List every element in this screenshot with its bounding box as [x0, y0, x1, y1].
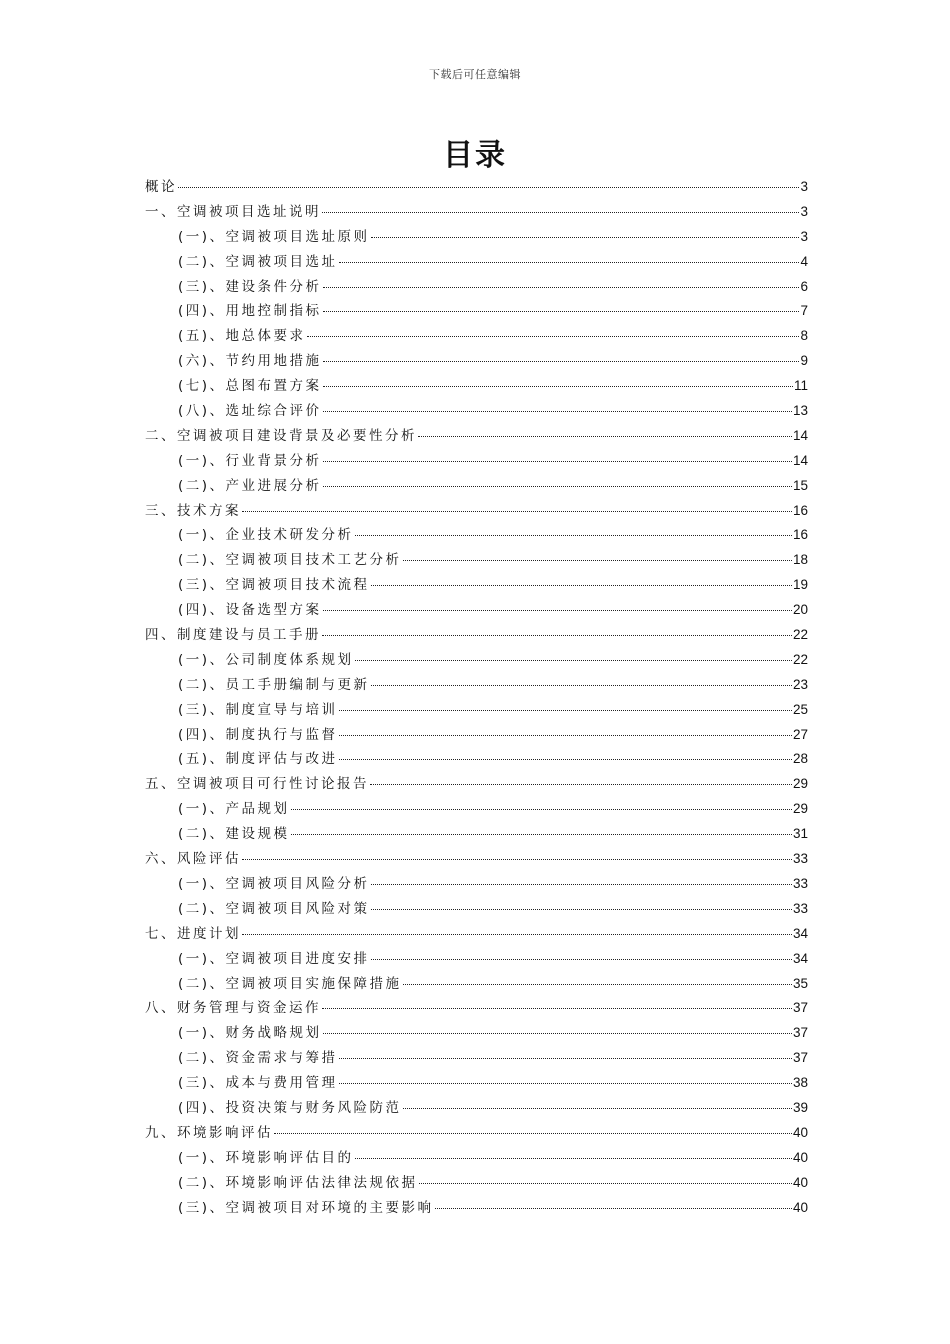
toc-entry-page-number: 4: [800, 253, 808, 269]
toc-entry-text: (一)、空调被项目进度安排: [178, 950, 370, 967]
toc-entry[interactable]: [145, 523, 808, 548]
toc-entry[interactable]: [145, 598, 808, 623]
toc-entry[interactable]: [145, 175, 808, 200]
toc-entry-page-number: 7: [800, 303, 808, 319]
toc-entry-page-number: 25: [792, 701, 808, 717]
toc-entry-text: 六、风险评估: [145, 851, 241, 868]
dot-leader: [403, 1107, 792, 1109]
toc-entry[interactable]: [145, 897, 808, 922]
toc-entry-text: (五)、地总体要求: [178, 328, 306, 345]
dot-leader: [435, 1207, 792, 1209]
toc-entry-text: (二)、空调被项目技术工艺分析: [178, 552, 402, 569]
toc-entry-text: (八)、选址综合评价: [178, 403, 322, 420]
dot-leader: [323, 286, 800, 288]
dot-leader: [322, 211, 799, 213]
toc-entry-text: (一)、空调被项目选址原则: [178, 228, 370, 245]
toc-entry-text: (四)、制度执行与监督: [178, 726, 338, 743]
toc-entry-text: 一、空调被项目选址说明: [145, 203, 321, 220]
toc-entry[interactable]: [145, 349, 808, 374]
dot-leader: [371, 908, 792, 910]
toc-entry-page-number: 13: [792, 403, 808, 419]
toc-entry-text: (一)、行业背景分析: [178, 452, 322, 469]
toc-entry-page-number: 29: [792, 801, 808, 817]
dot-leader: [291, 833, 792, 835]
toc-entry[interactable]: [145, 1146, 808, 1171]
toc-entry[interactable]: [145, 1046, 808, 1071]
dot-leader: [242, 858, 792, 860]
toc-entry-page-number: 31: [792, 826, 808, 842]
dot-leader: [403, 983, 792, 985]
toc-entry[interactable]: [145, 374, 808, 399]
dot-leader: [339, 709, 792, 711]
dot-leader: [371, 883, 792, 885]
toc-entry-page-number: 19: [792, 577, 808, 593]
dot-leader: [339, 758, 792, 760]
dot-leader: [371, 236, 800, 238]
toc-entry[interactable]: [145, 200, 808, 225]
dot-leader: [355, 1157, 792, 1159]
toc-entry-text: (二)、空调被项目风险对策: [178, 900, 370, 917]
toc-entry-text: (六)、节约用地措施: [178, 353, 322, 370]
toc-entry[interactable]: [145, 1071, 808, 1096]
toc-entry-page-number: 37: [792, 1025, 808, 1041]
toc-entry-page-number: 6: [800, 278, 808, 294]
toc-entry[interactable]: [145, 947, 808, 972]
dot-leader: [323, 360, 800, 362]
dot-leader: [323, 460, 792, 462]
toc-entry-text: (一)、公司制度体系规划: [178, 651, 354, 668]
toc-entry[interactable]: [145, 797, 808, 822]
toc-entry-text: 五、空调被项目可行性讨论报告: [145, 776, 369, 793]
toc-entry-text: (二)、空调被项目实施保障措施: [178, 975, 402, 992]
toc-entry[interactable]: [145, 324, 808, 349]
dot-leader: [371, 584, 792, 586]
dot-leader: [339, 261, 800, 263]
toc-entry-text: (三)、空调被项目对环境的主要影响: [178, 1199, 434, 1216]
dot-leader: [419, 1182, 792, 1184]
toc-entry-text: (一)、企业技术研发分析: [178, 527, 354, 544]
toc-entry-page-number: 22: [792, 651, 808, 667]
toc-entry[interactable]: [145, 872, 808, 897]
toc-entry-text: (一)、环境影响评估目的: [178, 1149, 354, 1166]
toc-entry[interactable]: [145, 399, 808, 424]
toc-entry-page-number: 3: [800, 228, 808, 244]
toc-entry[interactable]: [145, 648, 808, 673]
toc-entry-page-number: 27: [792, 726, 808, 742]
toc-entry[interactable]: [145, 1196, 808, 1221]
toc-entry-text: (三)、建设条件分析: [178, 278, 322, 295]
toc-entry[interactable]: [145, 299, 808, 324]
dot-leader: [355, 534, 792, 536]
toc-entry[interactable]: [145, 499, 808, 524]
toc-entry-text: (二)、员工手册编制与更新: [178, 676, 370, 693]
dot-leader: [323, 485, 792, 487]
dot-leader: [322, 1007, 792, 1009]
dot-leader: [323, 385, 793, 387]
toc-entry[interactable]: [145, 424, 808, 449]
toc-entry-text: 二、空调被项目建设背景及必要性分析: [145, 427, 417, 444]
toc-entry-page-number: 37: [792, 1050, 808, 1066]
toc-entry[interactable]: [145, 275, 808, 300]
toc-entry-page-number: 11: [793, 378, 808, 394]
toc-entry-page-number: 14: [792, 452, 808, 468]
toc-entry[interactable]: [145, 922, 808, 947]
toc-entry-text: 八、财务管理与资金运作: [145, 1000, 321, 1017]
toc-entry-page-number: 37: [792, 1000, 808, 1016]
toc-entry-page-number: 22: [792, 627, 808, 643]
dot-leader: [418, 435, 792, 437]
toc-entry[interactable]: [145, 723, 808, 748]
toc-entry-page-number: 23: [792, 676, 808, 692]
dot-leader: [403, 559, 792, 561]
toc-entry[interactable]: [145, 673, 808, 698]
dot-leader: [291, 808, 792, 810]
toc-title: 目录: [443, 138, 507, 173]
toc-entry-text: (三)、成本与费用管理: [178, 1075, 338, 1092]
toc-entry-page-number: 16: [792, 502, 808, 518]
toc-entry-text: (一)、产品规划: [178, 801, 290, 818]
dot-leader: [274, 1132, 792, 1134]
toc-entry-page-number: 3: [800, 203, 808, 219]
toc-entry-page-number: 39: [792, 1099, 808, 1115]
toc-entry-page-number: 8: [800, 328, 808, 344]
toc-entry-text: (三)、空调被项目技术流程: [178, 577, 370, 594]
toc-entry[interactable]: [145, 1096, 808, 1121]
toc-entry-text: 四、制度建设与员工手册: [145, 627, 321, 644]
toc-entry[interactable]: [145, 623, 808, 648]
toc-entry[interactable]: [145, 747, 808, 772]
dot-leader: [322, 634, 792, 636]
toc-entry-text: (一)、财务战略规划: [178, 1025, 322, 1042]
toc-entry-text: 概论: [145, 179, 177, 195]
toc-entry[interactable]: [145, 1121, 808, 1146]
toc-entry-page-number: 16: [792, 527, 808, 543]
toc-entry-text: (一)、空调被项目风险分析: [178, 875, 370, 892]
toc-entry[interactable]: [145, 972, 808, 997]
toc-entry-page-number: 40: [792, 1174, 808, 1190]
toc-entry-page-number: 40: [792, 1149, 808, 1165]
dot-leader: [339, 734, 792, 736]
toc-entry-page-number: 35: [792, 975, 808, 991]
toc-entry-page-number: 9: [800, 353, 808, 369]
toc-entry-page-number: 38: [792, 1075, 808, 1091]
toc-entry-text: (二)、环境影响评估法律法规依据: [178, 1174, 418, 1191]
dot-leader: [307, 335, 800, 337]
toc-entry-text: (二)、产业进展分析: [178, 477, 322, 494]
toc-entry-text: (三)、制度宣导与培训: [178, 701, 338, 718]
dot-leader: [323, 609, 792, 611]
toc-entry-text: 三、技术方案: [145, 502, 241, 519]
toc-entry-page-number: 33: [792, 875, 808, 891]
toc-entry-text: (四)、设备选型方案: [178, 602, 322, 619]
toc-entry-page-number: 18: [792, 552, 808, 568]
dot-leader: [178, 186, 799, 188]
toc-entry-page-number: 33: [792, 851, 808, 867]
toc-entry[interactable]: [145, 573, 808, 598]
dot-leader: [242, 510, 792, 512]
toc-entry[interactable]: [145, 847, 808, 872]
toc-entry-page-number: 34: [792, 925, 808, 941]
toc-entry-text: (二)、空调被项目选址: [178, 253, 338, 270]
toc-entry[interactable]: [145, 822, 808, 847]
toc-entry-text: (四)、投资决策与财务风险防范: [178, 1099, 402, 1116]
page-header-note: 下载后可任意编辑: [429, 68, 521, 81]
table-of-contents: [145, 175, 808, 1220]
toc-entry-text: (二)、资金需求与筹措: [178, 1050, 338, 1067]
toc-entry[interactable]: [145, 548, 808, 573]
dot-leader: [339, 1057, 792, 1059]
toc-entry-text: 七、进度计划: [145, 925, 241, 942]
toc-entry-page-number: 3: [800, 179, 808, 194]
dot-leader: [323, 410, 792, 412]
toc-entry[interactable]: [145, 225, 808, 250]
dot-leader: [323, 1032, 792, 1034]
toc-entry[interactable]: [145, 772, 808, 797]
toc-entry-page-number: 33: [792, 900, 808, 916]
toc-entry[interactable]: [145, 1021, 808, 1046]
toc-entry-page-number: 40: [792, 1199, 808, 1215]
dot-leader: [370, 783, 792, 785]
toc-entry[interactable]: [145, 250, 808, 275]
dot-leader: [355, 659, 792, 661]
dot-leader: [371, 684, 792, 686]
toc-entry[interactable]: [145, 996, 808, 1021]
toc-entry-page-number: 29: [792, 776, 808, 792]
dot-leader: [339, 1082, 792, 1084]
dot-leader: [371, 958, 792, 960]
toc-entry[interactable]: [145, 698, 808, 723]
toc-entry[interactable]: [145, 449, 808, 474]
toc-entry-page-number: 15: [792, 477, 808, 493]
toc-entry-text: (五)、制度评估与改进: [178, 751, 338, 768]
dot-leader: [323, 310, 800, 312]
toc-entry-page-number: 28: [792, 751, 808, 767]
toc-entry-page-number: 14: [792, 427, 808, 443]
toc-entry-page-number: 40: [792, 1124, 808, 1140]
toc-entry-text: (四)、用地控制指标: [178, 303, 322, 320]
toc-entry-page-number: 20: [792, 602, 808, 618]
toc-entry-text: 九、环境影响评估: [145, 1124, 273, 1141]
toc-entry-page-number: 34: [792, 950, 808, 966]
toc-entry[interactable]: [145, 1171, 808, 1196]
toc-entry-text: (二)、建设规模: [178, 826, 290, 843]
toc-entry-text: (七)、总图布置方案: [178, 378, 322, 395]
dot-leader: [242, 933, 792, 935]
toc-entry[interactable]: [145, 474, 808, 499]
